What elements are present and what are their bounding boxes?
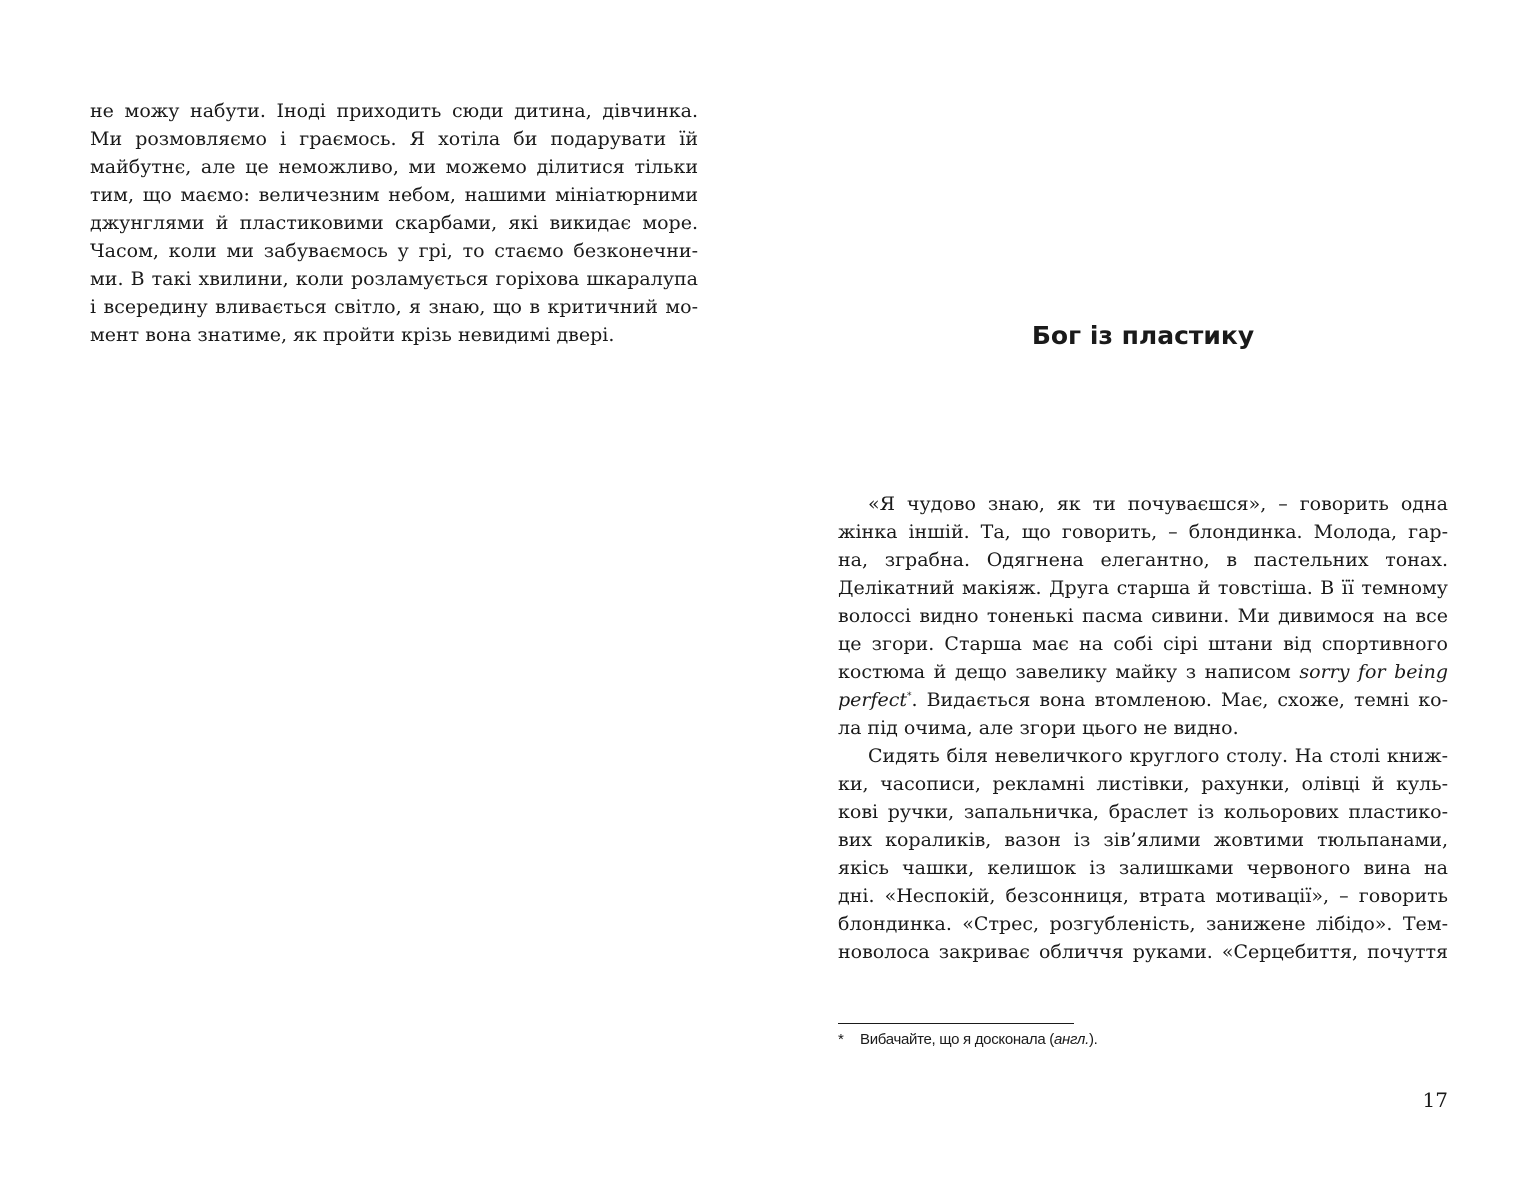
- text-line: на, зграбна. Одягнена елегантно, в пастельних тонах.: [838, 549, 1448, 571]
- text-line: [838, 658, 1448, 686]
- text-segment: костюма й дещо завелику майку з написом: [838, 661, 1291, 683]
- text-line: Сидять біля невеличкого круглого столу. На столі книж-: [868, 745, 1448, 767]
- text-line: вих кораликів, вазон із зів’ялими жовтими тюльпанами,: [838, 829, 1448, 851]
- text-line: джунглями й пластиковими скарбами, які викидає море.: [90, 212, 698, 234]
- text-line: Часом, коли ми забуваємось у грі, то стаємо безконечни-: [90, 240, 698, 262]
- chapter-title: Бог із пластику: [1031, 321, 1255, 350]
- footnote-text: Вибачайте, що я досконала (: [860, 1031, 1054, 1048]
- footnote: [838, 1030, 1098, 1050]
- text-line: ми. В такі хвилини, коли розламується горіхова шкаралупа: [90, 268, 698, 290]
- text-line: і всередину вливається світло, я знаю, що в критичний мо-: [90, 296, 698, 318]
- text-line: блондинка. «Стрес, розгубленість, занижене лібідо». Тем-: [838, 913, 1448, 935]
- text-line: майбутнє, але це неможливо, ми можемо ділитися тільки: [90, 156, 698, 178]
- text-line: кові ручки, запальничка, браслет із кольорових пластико-: [838, 801, 1448, 823]
- left-page-text: [90, 97, 698, 349]
- text-line: жінка іншій. Та, що говорить, – блондинка. Молода, гар-: [838, 521, 1448, 543]
- footnote-divider: [838, 1023, 1074, 1024]
- text-segment: . Видається вона втомленою. Має, схоже, темні ко-: [911, 689, 1448, 711]
- text-line: Делікатний макіяж. Друга старша й товстіша. В її темному: [838, 577, 1448, 599]
- italic-phrase: perfect: [838, 689, 908, 711]
- footnote-reference: *: [907, 691, 912, 702]
- text-line: якісь чашки, келишок із залишками червоного вина на: [838, 857, 1448, 879]
- text-line: тим, що маємо: величезним небом, нашими мініатюрними: [90, 184, 698, 206]
- footnote-close: ).: [1088, 1031, 1098, 1048]
- text-line: це згори. Старша має на собі сірі штани від спортивного: [838, 633, 1448, 655]
- footnote-mark: *: [838, 1031, 844, 1048]
- right-page-text: [838, 490, 1448, 966]
- text-line: не можу набути. Іноді приходить сюди дитина, дівчинка.: [90, 100, 698, 122]
- text-line: мент вона знатиме, як пройти крізь невидимі двері.: [90, 324, 615, 346]
- text-line: [838, 686, 1448, 714]
- italic-phrase: sorry for being: [1299, 661, 1448, 683]
- footnote-italic: англ.: [1053, 1031, 1089, 1048]
- text-line: ла під очима, але згори цього не видно.: [838, 717, 1239, 739]
- page-number: 17: [1422, 1088, 1448, 1112]
- text-line: волоссі видно тоненькі пасма сивини. Ми дивимося на все: [838, 605, 1448, 627]
- text-line: Ми розмовляємо і граємось. Я хотіла би подарувати їй: [90, 128, 698, 150]
- text-line: новолоса закриває обличчя руками. «Серцебиття, почуття: [838, 941, 1448, 963]
- text-line: дні. «Неспокій, безсонниця, втрата мотивації», – говорить: [838, 885, 1448, 907]
- text-line: ки, часописи, рекламні листівки, рахунки, олівці й куль-: [838, 773, 1448, 795]
- text-line: «Я чудово знаю, як ти почуваєшся», – говорить одна: [868, 493, 1448, 515]
